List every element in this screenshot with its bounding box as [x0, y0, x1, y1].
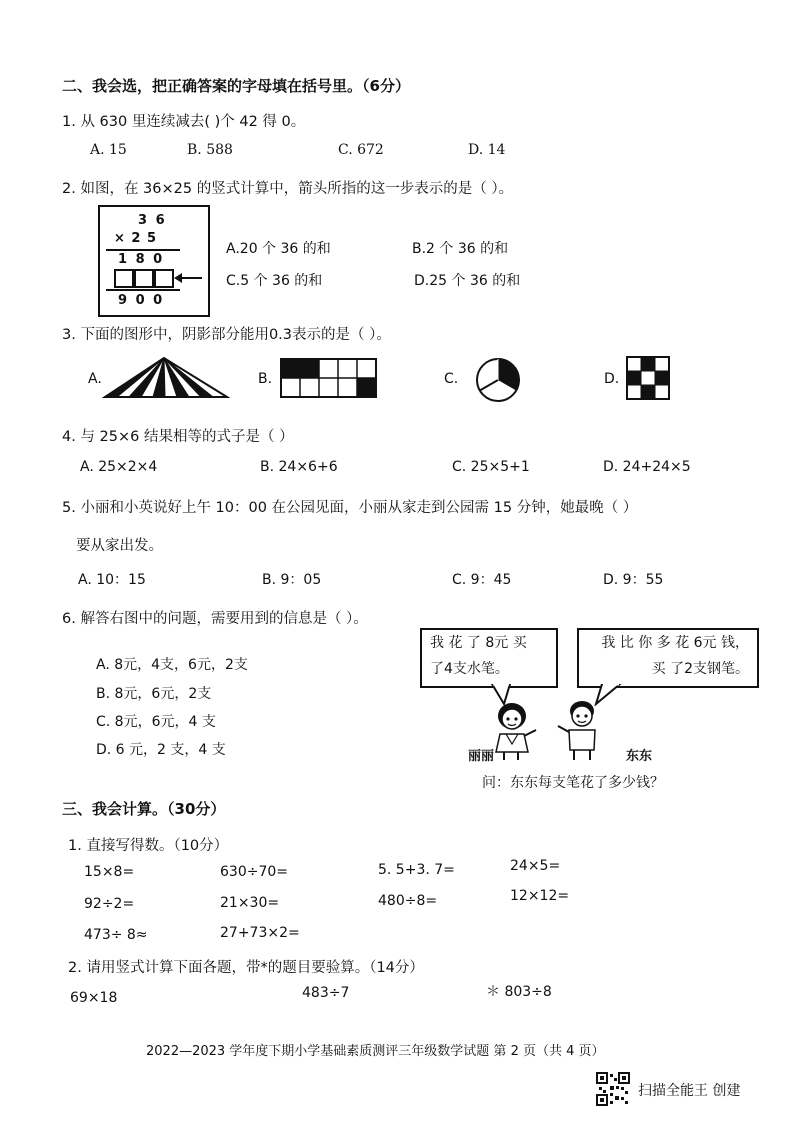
- vertical-line-2: [106, 289, 180, 291]
- bubble-lili-line2: 了4支水笔。: [430, 661, 509, 677]
- vertical-line-1: [106, 249, 180, 251]
- name-lili: 丽丽: [468, 749, 495, 764]
- circle-figure: [474, 356, 522, 404]
- triangle-figure: [100, 355, 230, 401]
- calc-part-1: 1. 直接写得数。（10分）: [68, 838, 229, 854]
- bubble-dongdong-line2: 买 了2支钢笔。: [651, 661, 749, 677]
- q4-option-a: A. 25×2×4: [80, 459, 158, 475]
- grid-figure: [626, 356, 672, 402]
- speech-bubble-dongdong: [577, 628, 759, 688]
- q1-option-c: C. 672: [338, 142, 384, 158]
- q6-question: 问：东东每支笔花了多少钱？: [482, 775, 664, 791]
- q1-option-d: D. 14: [468, 142, 506, 158]
- q5-option-c: C. 9：45: [452, 572, 512, 588]
- strip-figure: [280, 358, 382, 400]
- q3-label-c: C.: [444, 371, 459, 387]
- calc-2-1: 92÷2=: [84, 896, 135, 912]
- speech-bubble-lili: [420, 628, 558, 688]
- calc-2-2: 21×30=: [220, 895, 280, 911]
- q2-option-b: B.2 个 36 的和: [412, 241, 509, 257]
- page-footer: 2022—2023 学年度下期小学基础素质测评三年级数学试题 第 2 页（共 4 页）: [146, 1044, 605, 1059]
- q1-option-b: B. 588: [187, 142, 233, 158]
- q6-option-b: B. 8元，6元，2支: [96, 686, 212, 702]
- calc-2-4: 12×12=: [510, 888, 570, 904]
- watermark-text: 扫描全能王 创建: [638, 1083, 741, 1099]
- q6-option-d: D. 6 元，2 支，4 支: [96, 742, 226, 758]
- vertical-multiplication-box: [98, 205, 210, 317]
- q2-option-c: C.5 个 36 的和: [226, 273, 323, 289]
- boy-illustration: [554, 696, 610, 762]
- answer-box-3: [154, 269, 174, 288]
- calc-3-2: 27+73×2=: [220, 925, 300, 941]
- vertical-row-5: 9 0 0: [118, 293, 165, 308]
- arrow-left-icon: [174, 271, 204, 285]
- calc-part-2: 2. 请用竖式计算下面各题，带*的题目要验算。（14分）: [68, 960, 424, 976]
- q2-option-d: D.25 个 36 的和: [414, 273, 521, 289]
- vertical-calc-3: ＊ 803÷8: [486, 984, 552, 1000]
- vertical-row-2: × 2 5: [114, 231, 158, 246]
- answer-box-1: [114, 269, 134, 288]
- q4-option-c: C. 25×5+1: [452, 459, 530, 475]
- q4-option-d: D. 24+24×5: [603, 459, 691, 475]
- calc-1-2: 630÷70=: [220, 864, 288, 880]
- bubble-dongdong-line1: 我 比 你 多 花 6元 钱，: [601, 635, 749, 651]
- calc-1-3: 5. 5+3. 7=: [378, 862, 455, 878]
- vertical-calc-2: 483÷7: [302, 985, 350, 1001]
- vertical-calc-1: 69×18: [70, 990, 118, 1006]
- section3-title: 三、我会计算。（30分）: [62, 800, 226, 818]
- q3-label-b: B.: [258, 371, 273, 387]
- calc-1-4: 24×5=: [510, 858, 561, 874]
- q2-option-a: A.20 个 36 的和: [226, 241, 331, 257]
- q6-option-a: A. 8元，4支，6元，2支: [96, 657, 248, 673]
- q5-option-a: A. 10：15: [78, 572, 146, 588]
- vertical-row-1: 3 6: [138, 213, 167, 228]
- q1-option-a: A. 15: [90, 142, 127, 158]
- question-5: 5. 小丽和小英说好上午 10：00 在公园见面，小丽从家走到公园需 15 分钟，她最晚（ ）: [62, 500, 638, 516]
- question-2: 2. 如图，在 36×25 的竖式计算中，箭头所指的这一步表示的是（ ）。: [62, 181, 514, 197]
- question-1: 1. 从 630 里连续减去( )个 42 得 0。: [62, 114, 306, 130]
- question-6: 6. 解答右图中的问题，需要用到的信息是（ ）。: [62, 611, 368, 627]
- vertical-row-3: 1 8 0: [118, 252, 165, 267]
- question-4: 4. 与 25×6 结果相等的式子是（ ）: [62, 429, 294, 445]
- q5-option-d: D. 9：55: [603, 572, 664, 588]
- qr-code-icon: [596, 1072, 630, 1106]
- q3-label-a: A.: [88, 371, 102, 387]
- girl-illustration: [486, 700, 542, 762]
- answer-box-2: [134, 269, 154, 288]
- question-5-line2: 要从家出发。: [76, 538, 163, 554]
- q5-option-b: B. 9：05: [262, 572, 322, 588]
- q4-option-b: B. 24×6+6: [260, 459, 338, 475]
- question-3: 3. 下面的图形中，阴影部分能用0.3表示的是（ ）。: [62, 327, 391, 343]
- q3-label-d: D.: [604, 371, 620, 387]
- name-dongdong: 东东: [626, 749, 653, 764]
- calc-3-1: 473÷ 8≈: [84, 927, 148, 943]
- calc-1-1: 15×8=: [84, 864, 135, 880]
- bubble-lili-line1: 我 花 了 8元 买: [430, 635, 527, 651]
- section2-title: 二、我会选，把正确答案的字母填在括号里。（6分）: [62, 77, 410, 95]
- q6-option-c: C. 8元，6元，4 支: [96, 714, 216, 730]
- calc-2-3: 480÷8=: [378, 893, 438, 909]
